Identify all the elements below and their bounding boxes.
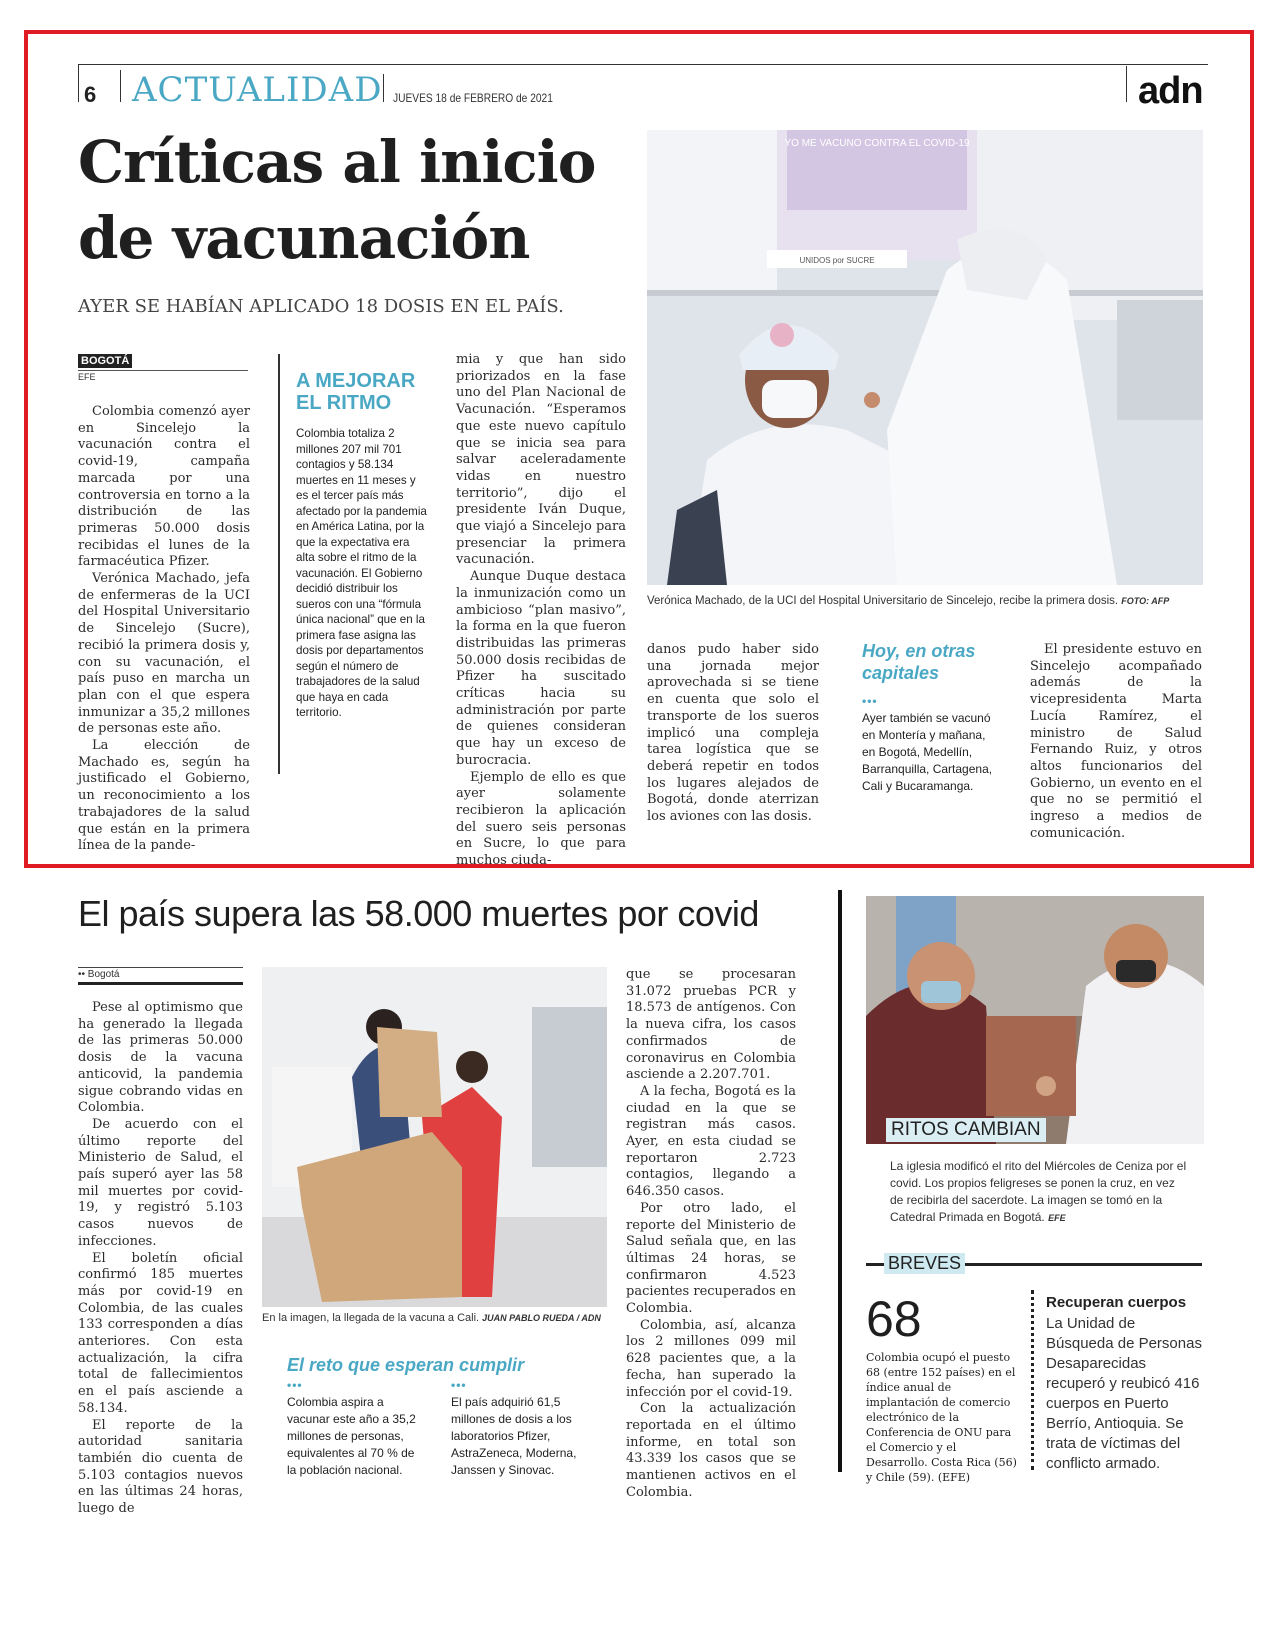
lead-column-4 <box>647 642 819 826</box>
big-number: 68 <box>866 1291 922 1347</box>
recup-title: Recuperan cuerpos <box>1046 1294 1187 1311</box>
photo-banner-text: UNIDOS por SUCRE <box>799 256 875 265</box>
breves-label: BREVES <box>884 1253 965 1274</box>
column-divider <box>838 890 842 1472</box>
paragraph: La elección de Machado es, según ha justificado el Gobierno, un reconocimiento a los trabajadores de la salud que están en la primera línea de la pande- <box>78 738 250 854</box>
sidebar-title: A MEJORAR EL RITMO <box>296 370 416 414</box>
caption-text: En la imagen, la llegada de la vacuna a Cali. <box>262 1312 480 1324</box>
paragraph: Ejemplo de ello es que ayer solamente recibieron la aplicación del suero seis personas en Sucre, lo que para muchos ciuda- <box>456 769 626 869</box>
paragraph: El boletín oficial confirmó 185 muertes más por covid-19 en Colombia, de las cuales 133 corresponden a días anteriores. Con esta actualización, la cifra total de fallecimientos en el país asciende a 58.134. <box>78 1250 243 1416</box>
paragraph: Pese al optimismo que ha generado la llegada de las primeras 50.000 dosis de la vacuna anticovid, la pandemia sigue cobrando vidas en Colombia. <box>78 1000 243 1116</box>
goal-item-2: El país adquirió 61,5 millones de dosis a los laboratorios Pfizer, AstraZeneca, Moderna, Janssen y Sinovac. <box>451 1395 577 1477</box>
goal-box-title: El reto que esperan cumplir <box>287 1355 525 1375</box>
second-byline: •• Bogotá <box>78 967 243 985</box>
byline-city: BOGOTÁ <box>78 354 132 368</box>
byline-source: EFE <box>78 370 248 382</box>
issue-date: JUEVES 18 de FEBRERO de 2021 <box>393 91 553 105</box>
ritos-photo <box>866 896 1204 1144</box>
sidebar-text: Colombia totaliza 2 millones 207 mil 701 contagios y 58.134 muertes en 11 meses y es el tercer país más afectado por la pandemia en América Latina, por la que la expectativa era alta sobre el ritmo de la vacunación. El Gobierno decidió distribuir los sueros con una “fórmula única nacional” que en la primera fase asigna las dosis por departamentos según el número de trabajadores de la salud que haya en cada territorio. <box>296 427 427 719</box>
lead-photo <box>647 130 1203 585</box>
lead-column-6 <box>1030 642 1202 842</box>
caption-text: Verónica Machado, de la UCI del Hospital Universitario de Sincelejo, recibe la primera dosis. <box>647 595 1119 607</box>
big-number-text: Colombia ocupó el puesto 68 (entre 152 países) en el índice anual de implantación de comercio electrónico de la Conferencia de ONU para el Comercio y el Desarrollo. Costa Rica (56) y Chile (59). (EFE) <box>866 1351 1017 1484</box>
paragraph: Colombia, así, alcanza los 2 millones 099 mil 628 pacientes que, a la fecha, han superado la infección por el covid-19. <box>626 1317 796 1400</box>
paragraph: Aunque Duque destaca la inmunización como un ambicioso “plan masivo”, la forma en la que fueron distribuidas las primeras 50.000 dosis recibidas de Pfizer ha suscitado críticas hacia su administración por parte de quienes consideran que hay un exceso de burocracia. <box>456 569 626 768</box>
second-column-1 <box>78 1000 243 1518</box>
other-capitals-text: Ayer también se vacunó en Montería y mañana, en Bogotá, Medellín, Barranquilla, Cartagena, Cali y Bucaramanga. <box>862 711 993 793</box>
vaccination-photo <box>647 130 1203 585</box>
adn-logo: adn <box>1138 70 1203 112</box>
section-title: ACTUALIDAD <box>132 70 383 110</box>
paragraph: El presidente estuvo en Sincelejo acompañado además de la vicepresidenta Marta Lucía Ramírez, el ministro de Salud Fernando Ruiz, y otros altos funcionarios del Gobierno, un evento en el que no se permitió el ingreso a medios de comunicación. <box>1030 642 1202 841</box>
caption-text: La iglesia modificó el rito del Miércoles de Ceniza por el covid. Los propios feligreses se ponen la cruz, en vez de recibirla del sacerdote. La imagen se tomó en la Catedral Primada en Bogotá. <box>890 1159 1187 1224</box>
lead-photo-caption <box>647 595 1203 607</box>
paragraph: Colombia comenzó ayer en Sincelejo la vacunación contra el covid-19, campaña marcada por una controversia en torno a la distribución de las primeras 50.000 dosis recibidas el lunes de la farmacéutica Pfizer. <box>78 404 250 570</box>
recup-text: La Unidad de Búsqueda de Personas Desaparecidas recuperó y reubicó 416 cuerpos en Puerto Berrío, Antioquia. Se trata de víctimas del conflicto armado. <box>1046 1315 1202 1472</box>
vaccine-arrival-photo <box>262 967 607 1307</box>
paragraph: De acuerdo con el último reporte del Ministerio de Salud, el país superó ayer las 58 mil muertes por covid-19, y registró 5.103 casos nuevos de infecciones. <box>78 1116 243 1249</box>
paragraph: Por otro lado, el reporte del Ministerio de Salud señala que, en las últimas 24 horas, se confirmaron 4.523 pacientes recuperados en Colombia. <box>626 1200 796 1317</box>
lead-headline: Críticas al inicio de vacunación <box>78 128 596 272</box>
goal-item-1: Colombia aspira a vacunar este año a 35,2 millones de personas, equivalentes al 70 % de la población nacional. <box>287 1395 416 1477</box>
second-headline: El país supera las 58.000 muertes por covid <box>78 893 759 934</box>
lead-subhead: AYER SE HABÍAN APLICADO 18 DOSIS EN EL PAÍS. <box>78 296 564 317</box>
dots-icon: ••• <box>451 1378 467 1392</box>
paragraph: danos pudo haber sido una jornada mejor aprovechada si se tiene en cuenta que solo el transporte de los sueros implicó una compleja tarea logística que se deberá repetir en todos los lugares alejados de Bogotá, donde aterrizan los aviones con las dosis. <box>647 642 819 825</box>
paragraph: A la fecha, Bogotá es la ciudad en la que se registran más casos. Ayer, en esta ciudad se reportaron 2.723 contagios, llegando a 646.350 casos. <box>626 1083 796 1200</box>
header-divider <box>120 70 121 102</box>
other-capitals-title: Hoy, en otras capitales <box>862 641 976 683</box>
sidebar-box <box>278 354 428 774</box>
ash-wednesday-photo <box>866 896 1204 1144</box>
lead-column-1 <box>78 404 250 855</box>
ritos-caption <box>890 1158 1190 1227</box>
header-divider <box>383 74 384 102</box>
lead-column-3 <box>456 352 626 870</box>
dots-icon: ••• <box>862 694 878 708</box>
dots-icon: ••• <box>287 1378 303 1392</box>
ritos-label: RITOS CAMBIAN <box>886 1118 1046 1142</box>
photo-sign-text: YO ME VACUNO CONTRA EL COVID-19 <box>784 138 970 149</box>
paragraph: que se procesaran 31.072 pruebas PCR y 18.573 de antígenos. Con la nueva cifra, los casos confirmados de coronavirus en Colombia asciende a 2.207.701. <box>626 967 796 1083</box>
logo-divider <box>1126 66 1127 102</box>
second-column-3 <box>626 967 796 1502</box>
page-number: 6 <box>84 82 97 107</box>
paragraph: Con la actualización reportada en el último informe, en total son 43.339 los casos que se mantienen activos en el Colombia. <box>626 1401 796 1500</box>
dotted-divider <box>1031 1290 1034 1470</box>
photo-credit: JUAN PABLO RUEDA / ADN <box>482 1313 601 1323</box>
paragraph: Verónica Machado, jefa de enfermeras de la UCI del Hospital Universitario de Sincelejo (Sucre), recibió la primera dosis y, con su vacunación, el país puso en marcha un plan con el que espera inmunizar a 35,2 millones de personas este año. <box>78 571 250 737</box>
paragraph: El reporte de la autoridad sanitaria también dio cuenta de 5.103 contagios nuevos en las últimas 24 horas, luego de <box>78 1417 243 1517</box>
header-rule <box>78 64 1208 65</box>
header-left-bar <box>78 64 79 102</box>
second-photo <box>262 967 607 1307</box>
photo-credit: FOTO: AFP <box>1121 596 1170 606</box>
photo-credit: EFE <box>1048 1213 1066 1223</box>
paragraph: mia y que han sido priorizados en la fase uno del Plan Nacional de Vacunación. “Esperamos que este nuevo capítulo que se inicia sea para salvar aceleradamente vidas en nuestro territorio”, dijo el presidente Iván Duque, que viajó a Sincelejo para presenciar la primera vacunación. <box>456 352 626 568</box>
second-photo-caption <box>262 1312 607 1324</box>
